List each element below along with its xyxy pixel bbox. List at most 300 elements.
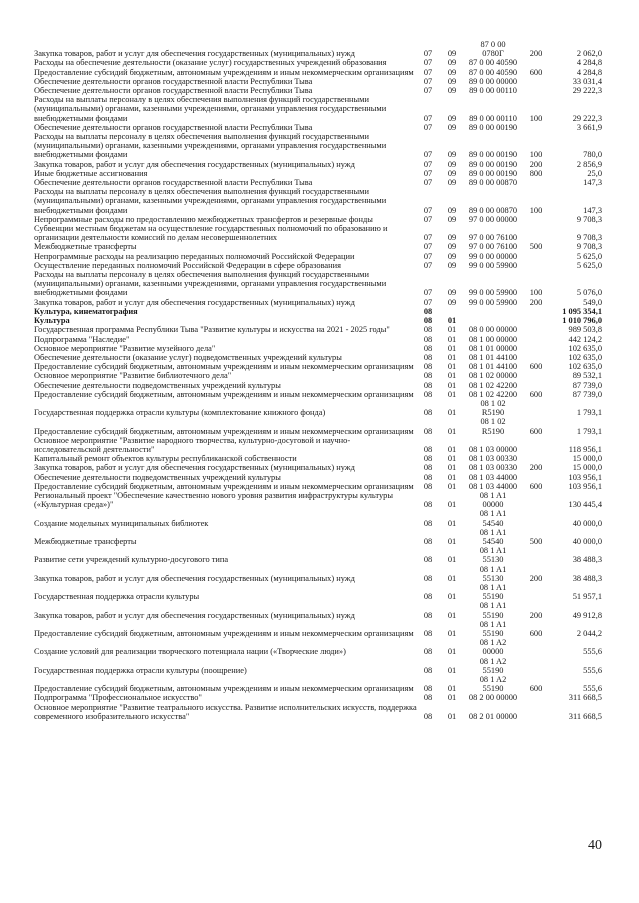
row-section-code: 08	[423, 472, 433, 482]
row-target-article: 08 1 02 42200	[468, 389, 518, 399]
row-expense-type	[521, 178, 551, 187]
row-subsection-code: 01	[447, 472, 457, 482]
row-name: Предоставление субсидий бюджетным, автономным учреждениям и иным некоммерческим организациям	[34, 426, 414, 436]
row-name: Основное мероприятие "Развитие театрального искусства. Развитие исполнительских искусств, поддержка современного изобразительного искусства"	[34, 702, 417, 721]
row-expense-type: 200	[529, 297, 543, 307]
table-row	[34, 703, 602, 721]
row-name: Предоставление субсидий бюджетным, автономным учреждениям и иным некоммерческим организациям	[34, 389, 414, 399]
row-subsection-code: 01	[447, 573, 457, 583]
row-expense-type	[521, 58, 551, 67]
table-row	[34, 178, 602, 187]
row-subsection-code: 09	[447, 178, 457, 188]
row-name: Предоставление субсидий бюджетным, автономным учреждениям и иным некоммерческим организациям	[34, 362, 414, 372]
row-amount: 118 956,1	[568, 444, 602, 454]
row-expense-type	[521, 693, 551, 702]
row-expense-type	[521, 224, 551, 242]
row-name: Подпрограмма "Профессиональное искусство"	[34, 693, 202, 703]
row-section-code: 08	[423, 426, 433, 436]
row-section-code: 07	[423, 159, 433, 169]
row-name: Государственная поддержка отрасли культуры (комплектование книжного фонда)	[34, 408, 326, 418]
row-expense-type	[521, 638, 551, 656]
row-name: Государственная поддержка отрасли культуры (поощрение)	[34, 665, 247, 675]
row-amount: 1 095 354,1	[562, 306, 602, 316]
row-section-code: 08	[423, 362, 433, 372]
row-amount: 2 856,9	[576, 159, 602, 169]
row-expense-type	[521, 399, 551, 417]
table-row	[34, 316, 602, 325]
row-name: Осуществление переданных полномочий Российской Федерации в сфере образования	[34, 260, 341, 270]
row-expense-type	[521, 215, 551, 224]
row-subsection-code: 09	[447, 233, 457, 243]
row-section-code: 08	[423, 555, 433, 565]
row-target-article: 89 0 00 00000	[468, 76, 518, 86]
row-target-article: 08 1 01 00000	[468, 343, 518, 353]
row-target-article	[465, 316, 521, 325]
table-row	[34, 565, 602, 583]
row-subsection-code: 09	[447, 122, 457, 132]
row-section-code: 07	[423, 58, 433, 68]
budget-table	[34, 40, 602, 721]
table-row	[34, 224, 602, 242]
row-subsection-code: 01	[447, 693, 457, 703]
row-expense-type: 500	[529, 536, 543, 546]
row-target-article: 08 1 02 R5190	[480, 398, 506, 418]
row-amount: 9 708,3	[576, 214, 602, 224]
row-amount: 147,3	[583, 205, 602, 215]
row-amount: 25,0	[587, 168, 602, 178]
table-row	[34, 58, 602, 67]
table-row	[34, 298, 602, 307]
row-expense-type	[521, 307, 551, 316]
row-amount: 2 062,0	[576, 49, 602, 59]
row-name: Культура	[34, 316, 70, 326]
table-row	[34, 252, 602, 261]
row-amount: 9 708,3	[576, 233, 602, 243]
row-name: Культура, кинематография	[34, 306, 138, 316]
row-subsection-code: 01	[447, 518, 457, 528]
row-subsection-code: 01	[447, 610, 457, 620]
row-subsection-code: 09	[447, 150, 457, 160]
row-expense-type: 100	[529, 113, 543, 123]
row-expense-type: 100	[529, 205, 543, 215]
row-section-code: 08	[423, 711, 433, 721]
row-subsection-code: 01	[447, 380, 457, 390]
row-target-article: 89 0 00 00870	[468, 205, 518, 215]
row-subsection-code: 09	[447, 260, 457, 270]
row-target-article: 97 0 00 00000	[468, 214, 518, 224]
row-subsection-code: 01	[447, 334, 457, 344]
row-amount: 4 284,8	[576, 67, 602, 77]
row-name: Основное мероприятие "Развитие музейного дела"	[34, 343, 216, 353]
row-section-code: 07	[423, 205, 433, 215]
row-expense-type	[521, 344, 551, 353]
row-name: Субвенции местным бюджетам на осуществление государственных полномочий по образованию и организации деятельности комиссий по делам несовершеннолетних	[34, 224, 388, 243]
row-section-code: 08	[423, 693, 433, 703]
table-row	[34, 261, 602, 270]
row-subsection-code: 01	[447, 343, 457, 353]
row-name: Создание модельных муниципальных библиотек	[34, 518, 209, 528]
row-subsection-code: 01	[447, 555, 457, 565]
table-row	[34, 491, 602, 509]
page-number: 40	[588, 838, 602, 853]
row-amount: 40 000,0	[572, 518, 602, 528]
row-expense-type: 800	[529, 168, 543, 178]
row-target-article: 08 1 02 R5190	[480, 417, 506, 436]
row-amount: 5 076,0	[576, 288, 602, 298]
row-name: Предоставление субсидий бюджетным, автономным учреждениям и иным некоммерческим организациям	[34, 684, 414, 694]
row-amount: 102 635,0	[568, 362, 602, 372]
row-section-code: 07	[423, 297, 433, 307]
row-amount: 555,6	[583, 665, 602, 675]
row-name: Закупка товаров, работ и услуг для обеспечения государственных (муниципальных) нужд	[34, 573, 355, 583]
row-expense-type	[521, 583, 551, 601]
row-amount: 1 793,1	[576, 408, 602, 418]
table-row	[34, 454, 602, 463]
table-row	[34, 169, 602, 178]
row-expense-type	[521, 123, 551, 132]
row-section-code: 08	[423, 306, 433, 316]
row-name: Расходы на выплаты персоналу в целях обеспечения выполнения функций государственными (муниципальными) органами, казенными учреждениями, органами управления государственными внебюджетными фондами	[34, 270, 387, 298]
row-amount: 38 488,3	[572, 555, 602, 565]
row-subsection-code: 09	[447, 113, 457, 123]
table-row	[34, 160, 602, 169]
row-section-code: 08	[423, 481, 433, 491]
row-subsection-code: 09	[447, 159, 457, 169]
row-target-article: 89 0 00 00190	[468, 150, 518, 160]
row-section-code: 08	[423, 444, 433, 454]
row-section-code: 07	[423, 122, 433, 132]
row-name: Закупка товаров, работ и услуг для обеспечения государственных (муниципальных) нужд	[34, 297, 355, 307]
row-section-code: 08	[423, 343, 433, 353]
table-row	[34, 40, 602, 58]
table-row	[34, 463, 602, 472]
row-subsection-code: 01	[447, 408, 457, 418]
row-name: Обеспечение деятельности подведомственных учреждений культуры	[34, 380, 281, 390]
row-expense-type	[521, 261, 551, 270]
row-section-code: 08	[423, 408, 433, 418]
row-subsection-code: 01	[447, 481, 457, 491]
table-row	[34, 371, 602, 380]
row-section-code: 08	[423, 647, 433, 657]
row-subsection-code: 01	[447, 444, 457, 454]
row-amount: 29 222,3	[572, 86, 602, 96]
row-name: Обеспечение деятельности подведомственных учреждений культуры	[34, 472, 281, 482]
row-amount: 29 222,3	[572, 113, 602, 123]
table-row	[34, 242, 602, 251]
row-amount: 2 044,2	[576, 629, 602, 638]
row-subsection-code: 09	[447, 86, 457, 96]
row-target-article: 89 0 00 00190	[468, 122, 518, 132]
row-amount: 1 010 796,0	[562, 316, 602, 326]
row-amount: 147,3	[583, 178, 602, 188]
row-name: Обеспечение деятельности органов государственной власти Республики Тыва	[34, 122, 313, 132]
table-row	[34, 436, 602, 454]
row-target-article: 08 1 A1 00000	[479, 490, 507, 510]
row-section-code: 08	[423, 371, 433, 381]
row-section-code: 08	[423, 389, 433, 399]
row-name: Закупка товаров, работ и услуг для обеспечения государственных (муниципальных) нужд	[34, 610, 355, 620]
row-amount: 9 708,3	[576, 242, 602, 252]
table-row	[34, 307, 602, 316]
row-amount: 38 488,3	[572, 573, 602, 583]
row-section-code: 07	[423, 49, 433, 59]
row-expense-type: 200	[529, 159, 543, 169]
row-target-article: 08 1 00 00000	[468, 334, 518, 344]
row-target-article: 08 1 02 42200	[468, 380, 518, 390]
row-section-code: 07	[423, 251, 433, 261]
row-amount: 103 956,1	[568, 481, 602, 491]
table-row	[34, 390, 602, 399]
row-section-code: 07	[423, 76, 433, 86]
row-expense-type	[521, 316, 551, 325]
row-section-code: 07	[423, 150, 433, 160]
table-row	[34, 325, 602, 334]
row-section-code: 08	[423, 325, 433, 335]
row-section-code: 08	[423, 316, 433, 326]
table-row	[34, 482, 602, 491]
row-target-article: 08 2 00 00000	[468, 693, 518, 703]
row-name: Расходы на выплаты персоналу в целях обеспечения выполнения функций государственными (муниципальными) органами, казенными учреждениями, органами управления государственными внебюджетными фондами	[34, 187, 387, 215]
row-target-article: 08 1 A1 55130	[479, 546, 507, 565]
row-amount: 1 793,1	[576, 426, 602, 436]
row-target-article: 99 0 00 59900	[468, 260, 518, 270]
row-subsection-code: 01	[447, 352, 457, 362]
row-section-code: 07	[423, 168, 433, 178]
row-amount: 40 000,0	[572, 536, 602, 546]
row-amount: 3 661,9	[576, 122, 602, 132]
row-target-article: 97 0 00 76100	[468, 233, 518, 243]
row-amount: 989 503,8	[568, 325, 602, 335]
row-subsection-code: 01	[447, 629, 457, 638]
row-section-code: 08	[423, 518, 433, 528]
table-row	[34, 335, 602, 344]
row-target-article: 99 0 00 59900	[468, 288, 518, 298]
row-expense-type: 600	[529, 684, 543, 694]
table-row	[34, 132, 602, 160]
table-row	[34, 528, 602, 546]
row-target-article: 08 2 01 00000	[468, 711, 518, 721]
row-target-article: 08 1 01 44100	[468, 362, 518, 372]
row-target-article: 08 1 01 44100	[468, 352, 518, 362]
row-section-code: 08	[423, 380, 433, 390]
row-expense-type: 600	[529, 67, 543, 77]
row-name: Обеспечение деятельности органов государственной власти Республики Тыва	[34, 178, 313, 188]
row-name: Обеспечение деятельности органов государственной власти Республики Тыва	[34, 86, 313, 96]
row-target-article: 08 1 A2 00000	[479, 638, 507, 657]
row-section-code: 08	[423, 352, 433, 362]
row-section-code: 08	[423, 684, 433, 694]
row-subsection-code: 09	[447, 67, 457, 77]
row-subsection-code: 01	[447, 500, 457, 510]
row-expense-type: 200	[529, 463, 543, 473]
row-subsection-code: 09	[447, 168, 457, 178]
row-section-code: 07	[423, 288, 433, 298]
row-section-code: 07	[423, 67, 433, 77]
row-name: Обеспечение деятельности органов государственной власти Республики Тыва	[34, 76, 313, 86]
row-section-code: 08	[423, 592, 433, 602]
table-row	[34, 123, 602, 132]
row-expense-type	[521, 546, 551, 564]
row-subsection-code: 01	[447, 711, 457, 721]
row-subsection-code: 09	[447, 288, 457, 298]
row-amount: 15 000,0	[572, 463, 602, 473]
row-subsection-code: 01	[447, 536, 457, 546]
row-name: Межбюджетные трансферты	[34, 536, 137, 546]
row-section-code: 08	[423, 573, 433, 583]
row-amount: 4 284,8	[576, 58, 602, 68]
row-section-code: 07	[423, 113, 433, 123]
row-expense-type: 200	[529, 573, 543, 583]
table-row	[34, 95, 602, 123]
row-subsection-code	[439, 307, 465, 316]
table-row	[34, 638, 602, 656]
row-subsection-code: 09	[447, 49, 457, 59]
row-name: Государственная программа Республики Тыва "Развитие культуры и искусства на 2021 - 2025 годы"	[34, 325, 390, 335]
table-row	[34, 68, 602, 77]
row-subsection-code: 09	[447, 297, 457, 307]
row-section-code: 08	[423, 610, 433, 620]
row-name: Предоставление субсидий бюджетным, автономным учреждениям и иным некоммерческим организациям	[34, 67, 414, 77]
row-expense-type	[521, 77, 551, 86]
row-target-article: 08 1 A1 55130	[479, 564, 507, 583]
table-row	[34, 215, 602, 224]
row-target-article: 08 1 A2 55190	[479, 675, 507, 694]
row-amount: 89 532,1	[572, 371, 602, 381]
row-name: Подпрограмма "Наследие"	[34, 334, 130, 344]
row-expense-type	[521, 353, 551, 362]
row-section-code: 08	[423, 629, 433, 638]
row-expense-type: 600	[529, 629, 543, 638]
row-name: Закупка товаров, работ и услуг для обеспечения государственных (муниципальных) нужд	[34, 463, 355, 473]
row-expense-type: 100	[529, 150, 543, 160]
row-name: Региональный проект "Обеспечение качественно нового уровня развития инфраструктуры культуры («Культурная среда»)"	[34, 490, 393, 510]
table-row	[34, 473, 602, 482]
table-row	[34, 657, 602, 675]
row-expense-type	[521, 325, 551, 334]
row-section-code: 07	[423, 242, 433, 252]
row-subsection-code: 01	[447, 684, 457, 694]
row-target-article: 87 0 00 0780Г	[480, 40, 506, 59]
row-name: Основное мероприятие "Развитие народного творчества, культурно-досуговой и научно-исследовательской деятельности"	[34, 435, 351, 454]
row-subsection-code: 09	[447, 76, 457, 86]
row-target-article: 99 0 00 00000	[468, 251, 518, 261]
row-target-article: 89 0 00 00870	[468, 178, 518, 188]
table-row	[34, 601, 602, 619]
row-name: Развитие сети учреждений культурно-досугового типа	[34, 555, 229, 565]
table-row	[34, 187, 602, 215]
table-row	[34, 417, 602, 435]
row-target-article: 08 1 A1 55190	[479, 582, 507, 602]
row-section-code: 08	[423, 454, 433, 464]
row-section-code: 08	[423, 463, 433, 473]
table-row	[34, 693, 602, 702]
row-expense-type	[521, 703, 551, 721]
row-expense-type	[521, 381, 551, 390]
row-target-article: 08 1 A1 55190	[479, 601, 507, 620]
row-name: Предоставление субсидий бюджетным, автономным учреждениям и иным некоммерческим организациям	[34, 629, 414, 638]
table-row	[34, 362, 602, 371]
row-section-code: 07	[423, 86, 433, 96]
table-row	[34, 620, 602, 638]
row-name: Создание условий для реализации творческого потенциала нации («Творческие люди»)	[34, 647, 346, 657]
row-expense-type: 600	[529, 389, 543, 399]
row-name: Закупка товаров, работ и услуг для обеспечения государственных (муниципальных) нужд	[34, 159, 355, 169]
row-target-article: 97 0 00 76100	[468, 242, 518, 252]
row-name: Расходы на выплаты персоналу в целях обеспечения выполнения функций государственными (муниципальными) органами, казенными учреждениями, органами управления государственными внебюджетными фондами	[34, 132, 387, 160]
row-expense-type	[521, 86, 551, 95]
row-section-code: 07	[423, 178, 433, 188]
table-row	[34, 270, 602, 298]
row-target-article: 99 0 00 59900	[468, 297, 518, 307]
row-amount: 15 000,0	[572, 454, 602, 464]
table-row	[34, 77, 602, 86]
budget-table-body	[34, 40, 602, 721]
row-name: Закупка товаров, работ и услуг для обеспечения государственных (муниципальных) нужд	[34, 49, 355, 59]
row-section-code: 08	[423, 500, 433, 510]
row-target-article: 08 0 00 00000	[468, 325, 518, 335]
table-row	[34, 546, 602, 564]
row-name: Расходы на выплаты персоналу в целях обеспечения выполнения функций государственными (муниципальными) органами, казенными учреждениями, органами управления государственными внебюджетными фондами	[34, 95, 387, 123]
row-amount: 33 031,4	[572, 76, 602, 86]
row-amount: 780,0	[583, 150, 602, 160]
row-expense-type	[521, 509, 551, 527]
table-row	[34, 381, 602, 390]
row-subsection-code: 09	[447, 58, 457, 68]
table-row	[34, 353, 602, 362]
row-expense-type	[521, 454, 551, 463]
row-amount: 555,6	[583, 684, 602, 694]
row-subsection-code: 01	[447, 389, 457, 399]
row-name: Государственная поддержка отрасли культуры	[34, 592, 200, 602]
row-name: Предоставление субсидий бюджетным, автономным учреждениям и иным некоммерческим организациям	[34, 481, 414, 491]
row-subsection-code: 01	[447, 426, 457, 436]
row-amount: 102 635,0	[568, 343, 602, 353]
row-amount: 49 912,8	[572, 610, 602, 620]
row-section-code: 08	[423, 665, 433, 675]
row-target-article: 08 1 03 00330	[468, 454, 518, 464]
row-expense-type: 600	[529, 426, 543, 436]
row-expense-type	[521, 473, 551, 482]
row-expense-type: 500	[529, 242, 543, 252]
row-target-article: 08 1 03 00330	[468, 463, 518, 473]
table-row	[34, 675, 602, 693]
table-row	[34, 583, 602, 601]
row-subsection-code: 01	[447, 647, 457, 657]
row-subsection-code: 09	[447, 214, 457, 224]
row-amount: 549,0	[583, 297, 602, 307]
table-row	[34, 399, 602, 417]
row-name: Межбюджетные трансферты	[34, 242, 137, 252]
row-amount: 5 625,0	[576, 260, 602, 270]
row-subsection-code: 01	[447, 454, 457, 464]
row-amount: 103 956,1	[568, 472, 602, 482]
row-section-code: 08	[423, 536, 433, 546]
row-subsection-code: 01	[447, 463, 457, 473]
row-subsection-code: 09	[447, 251, 457, 261]
row-expense-type: 100	[529, 288, 543, 298]
row-amount: 87 739,0	[572, 380, 602, 390]
row-amount: 555,6	[583, 647, 602, 657]
row-expense-type	[521, 252, 551, 261]
row-target-article: 89 0 00 00110	[469, 86, 517, 96]
row-target-article: 08 1 03 00000	[468, 444, 518, 454]
row-name: Основное мероприятие "Развитие библиотечного дела"	[34, 371, 232, 381]
row-name: Непрограммные расходы по предоставлению межбюджетных трансфертов и резервные фонды	[34, 214, 373, 224]
table-row	[34, 344, 602, 353]
row-target-article: 08 1 03 44000	[468, 481, 518, 491]
row-name: Непрограммные расходы на реализацию переданных полномочий Российской Федерации	[34, 251, 355, 261]
row-section-code: 08	[423, 334, 433, 344]
